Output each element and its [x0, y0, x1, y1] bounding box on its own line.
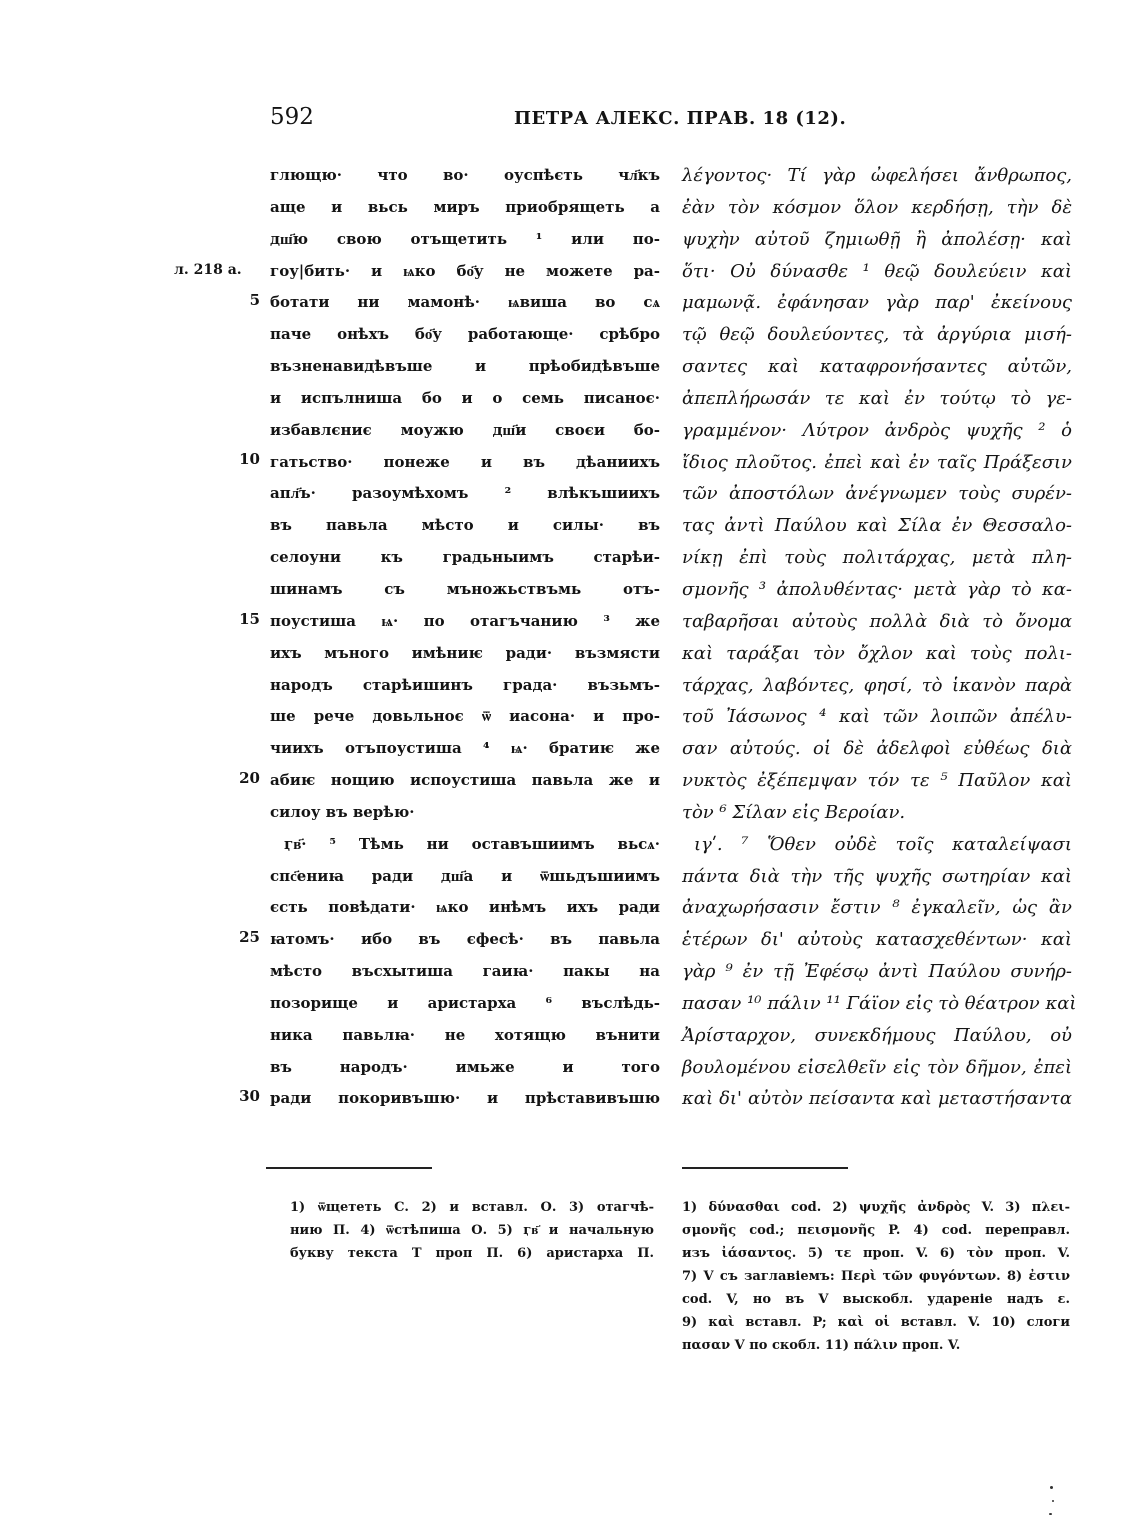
- slavonic-line: шинамъ съ мъножьствъмь отъ-: [270, 579, 660, 598]
- slavonic-line: въ народъ· имьже и того: [270, 1057, 660, 1076]
- page-number: 592: [270, 104, 314, 130]
- slavonic-line: селоуни къ градьныимъ старѣи-: [270, 548, 660, 567]
- footnote-line: 7) V съ заглавіемъ: Περὶ τῶν φυγόντων. 8) ἐστιν: [682, 1269, 1070, 1284]
- slavonic-line: ради покоривъшю· и прѣставивъшю: [270, 1089, 660, 1108]
- greek-line: νυκτὸς ἐξέπεμψαν τόν τε ⁵ Παῦλον καὶ: [682, 770, 1072, 792]
- slavonic-line: гатьство· понеже и въ дѣаниихъ: [270, 452, 660, 471]
- greek-line: ἑτέρων δι' αὐτοὺς κατασχεθέντων· καὶ: [682, 929, 1072, 951]
- slavonic-line: ӷв҃· ⁵ Тѣмь ни оставъшиимъ вьсѧ·: [284, 834, 660, 853]
- greek-text-column: [682, 160, 1077, 1115]
- footnote-line: 1) δύνασθαι cod. 2) ψυχῆς ἀνδρὸς V. 3) πλει-: [682, 1200, 1070, 1215]
- greek-line: τῷ θεῷ δουλεύοντες, τὰ ἀργύρια μισή-: [682, 324, 1072, 346]
- scan-speck: [1052, 1500, 1054, 1502]
- slavonic-line: ботати ни мамонѣ· ѩвиша во сѧ: [270, 293, 660, 312]
- slavonic-line: чиихъ отъпоустиша ⁴ ѩ· братиѥ же: [270, 739, 660, 758]
- footnote-line: изъ ἰάσαντος. 5) τε проп. V. 6) τὸν проп. V.: [682, 1246, 1070, 1261]
- slavonic-line: поустиша ѩ· по отагъчанию ³ же: [270, 611, 660, 630]
- running-title: ПЕТРА АЛЕКС. ПРАВ. 18 (12).: [514, 108, 847, 129]
- slavonic-line: ихъ мъного имѣниѥ ради· възмясти: [270, 643, 660, 662]
- greek-line: τοῦ Ἰάσωνος ⁴ καὶ τῶν λοιπῶν ἀπέλυ-: [682, 706, 1072, 728]
- greek-line: πάντα διὰ τὴν τῆς ψυχῆς σωτηρίαν καὶ: [682, 865, 1072, 887]
- greek-line: λέγοντος· Τί γὰρ ὠφελήσει ἄνθρωπος,: [682, 165, 1072, 186]
- footnote-rule: [682, 1167, 848, 1169]
- leaf-reference: л. 218 а.: [174, 262, 242, 278]
- slavonic-line: избавлєниє моужю дш҃и своєи бо-: [270, 420, 660, 439]
- slavonic-line: възненавидѣвъше и прѣобидѣвъше: [270, 357, 660, 376]
- greek-line: πασαν ¹⁰ πάλιν ¹¹ Γάϊον εἰς τὸ θέατρον καὶ: [682, 992, 1077, 1014]
- greek-line: σμονῆς ³ ἀπολυθέντας· μετὰ γὰρ τὸ κα-: [682, 578, 1072, 600]
- greek-line: γὰρ ⁹ ἐν τῇ Ἐφέσῳ ἀντὶ Παύλου συνήρ-: [682, 961, 1072, 983]
- line-number: 10: [239, 450, 260, 468]
- greek-line: τας ἀντὶ Παύλου καὶ Σίλα ἐν Θεσσαλο-: [682, 515, 1072, 537]
- slavonic-line: паче онѣхъ бо҃у работающе· срѣбро: [270, 325, 660, 344]
- greek-line: γραμμένον· Λύτρον ἀνδρὸς ψυχῆς ² ὁ: [682, 419, 1072, 441]
- greek-line: ἴδιος πλοῦτος. ἐπεὶ καὶ ἐν ταῖς Πράξεσιν: [682, 451, 1072, 473]
- greek-line: βουλομένου εἰσελθεῖν εἰς τὸν δῆμον, ἐπεὶ: [682, 1056, 1072, 1078]
- slavonic-line: ше рече довьльноє ѿ иасона· и про-: [270, 707, 660, 726]
- line-number: 30: [239, 1087, 260, 1105]
- footnote-line: πασαν V по скобл. 11) πάλιν проп. V.: [682, 1338, 961, 1353]
- footnote-line: 9) καὶ вставл. P; καὶ οἱ вставл. V. 10) слоги: [682, 1315, 1070, 1330]
- slavonic-text-column: [270, 160, 660, 1115]
- line-number: 15: [239, 610, 260, 628]
- greek-footnotes: [682, 1196, 1070, 1357]
- slavonic-line: апл҃ъ· разоумѣхомъ ² влѣкъшиихъ: [270, 484, 660, 503]
- slavonic-line: спс҃ениꙗ ради дш҃а и ѿшьдъшиимъ: [270, 866, 660, 885]
- slavonic-line: глющю· что во· оуспѣєть чл҃къ: [270, 166, 660, 184]
- footnote-line: 1) ѿщететь С. 2) и вставл. О. 3) отагчѣ-: [290, 1200, 654, 1215]
- slavonic-line: силоу въ верѣю·: [270, 802, 415, 821]
- footnote-line: cod. V, но въ V выскобл. удареніе надъ ε.: [682, 1292, 1070, 1307]
- greek-line: Ἀρίσταρχον, συνεκδήμους Παύλου, οὐ: [682, 1024, 1072, 1046]
- scan-speck: [1050, 1486, 1053, 1489]
- footnote-rule: [266, 1167, 432, 1169]
- greek-line: τάρχας, λαβόντες, φησί, τὸ ἱκανὸν παρὰ: [682, 674, 1072, 696]
- greek-line: μαμωνᾷ. ἐφάνησαν γὰρ παρ' ἐκείνους: [682, 292, 1072, 314]
- slavonic-line: позорище и аристарха ⁶ въслѣдь-: [270, 993, 660, 1012]
- line-number: 25: [239, 928, 260, 946]
- line-number: 20: [239, 769, 260, 787]
- slavonic-line: мѣсто въсхытиша гаиꙗ· пакы на: [270, 962, 660, 981]
- footnote-line: σμονῆς cod.; πεισμονῆς P. 4) cod. переправл.: [682, 1223, 1070, 1238]
- slavonic-footnotes: [290, 1196, 654, 1265]
- greek-line: ψυχὴν αὐτοῦ ζημιωθῇ ἢ ἀπολέσῃ· καὶ: [682, 228, 1072, 250]
- slavonic-line: аще и вьсь миръ приобрящеть а: [270, 197, 660, 216]
- slavonic-line: абиѥ нощию испоустиша павьла же и: [270, 771, 660, 790]
- greek-line: ὅτι· Οὐ δύνασθε ¹ θεῷ δουλεύειν καὶ: [682, 260, 1072, 282]
- greek-line: ιγʹ. ⁷ Ὅθεν οὐδὲ τοῖς καταλείψασι: [694, 833, 1072, 855]
- greek-line: τὸν ⁶ Σίλαν εἰς Βεροίαν.: [682, 801, 906, 823]
- greek-line: ἐὰν τὸν κόσμον ὅλον κερδήσῃ, τὴν δὲ: [682, 196, 1072, 218]
- greek-line: ἀπεπλήρωσάν τε καὶ ἐν τούτῳ τὸ γε-: [682, 387, 1072, 409]
- slavonic-line: народъ старѣишинъ града· възьмъ-: [270, 675, 660, 694]
- greek-line: τῶν ἀποστόλων ἀνέγνωμεν τοὺς συρέν-: [682, 483, 1072, 505]
- slavonic-line: въ павьла мѣсто и силы· въ: [270, 516, 660, 535]
- greek-line: σαν αὐτούς. οἱ δὲ ἀδελφοὶ εὐθέως διὰ: [682, 738, 1072, 760]
- slavonic-line: дш҃ю свою отъщетить ¹ или по-: [270, 229, 660, 248]
- footnote-line: букву текста Т проп П. 6) аристарха П.: [290, 1246, 654, 1261]
- slavonic-line: ꙗтомъ· ибо въ єфесѣ· въ павьла: [270, 930, 660, 949]
- greek-line: σαντες καὶ καταφρονήσαντες αὐτῶν,: [682, 356, 1072, 378]
- slavonic-line: єсть повѣдати· ѩко инѣмъ ихъ ради: [270, 898, 660, 917]
- greek-line: καὶ δι' αὐτὸν πείσαντα καὶ μεταστήσαντα: [682, 1088, 1072, 1110]
- slavonic-line: ника павьлꙗ· не хотящю вънити: [270, 1025, 660, 1044]
- greek-line: ταβαρῆσαι αὐτοὺς πολλὰ διὰ τὸ ὄνομα: [682, 610, 1072, 632]
- greek-line: καὶ ταράξαι τὸν ὄχλον καὶ τοὺς πολι-: [682, 642, 1072, 664]
- greek-line: ἀναχωρήσασιν ἔστιν ⁸ ἐγκαλεῖν, ὡς ἂν: [682, 897, 1072, 919]
- greek-line: νίκῃ ἐπὶ τοὺς πολιτάρχας, μετὰ πλη-: [682, 547, 1072, 569]
- slavonic-line: и испълниша бо и о семь писаноє·: [270, 388, 660, 407]
- line-number: 5: [249, 291, 260, 309]
- footnote-line: нию П. 4) ѿстѣпиша О. 5) ӷв҃ и начальную: [290, 1223, 654, 1238]
- slavonic-line: гоу|бить· и ѩко бо҃у не можете ра-: [270, 261, 660, 280]
- scan-speck: [1049, 1513, 1052, 1515]
